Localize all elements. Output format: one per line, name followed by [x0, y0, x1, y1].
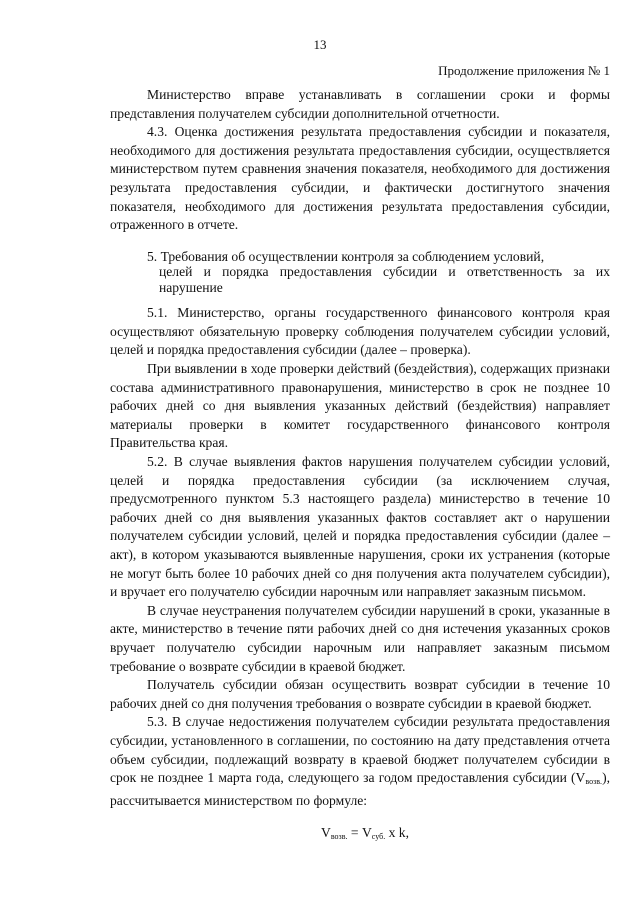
section-5-title — [110, 249, 610, 296]
paragraph: В случае неустранения получателем субсидии нарушений в сроки, указанные в акте, министерство в течение пяти рабочих дней со дня истечения указанных сроков вручает получателю субсидии нарочным или направляет заказным письмом требование о возврате субсидии в краевой бюджет. — [110, 602, 610, 674]
formula-subscript: возв. — [330, 832, 348, 842]
paragraph-5-2: 5.2. В случае выявления фактов нарушения получателем субсидии условий, целей и порядка предоставления субсидии (за исключением случая, предусмотренного пунктом 5.3 настоящего раздела) министерство в течение 10 рабочих дней со дня выявления указанных фактов составляет акт о нарушении получателем субсидии условий, целей и порядка предоставления субсидии (далее – акт), в котором указываются выявленные нарушения, сроки их устранения (которые не могут быть более 10 рабочих дней со дня получения акта получателем субсидии), и вручает его получателю субсидии нарочным или направляет заказным письмом. — [110, 454, 610, 600]
section-title-line: 5. Требования об осуществлении контроля за соблюдением условий, — [147, 248, 545, 264]
formula-equals: = — [347, 825, 362, 841]
page-number: 13 — [313, 37, 327, 52]
paragraph-text: ), рассчитывается министерством по формуле: — [110, 770, 610, 808]
paragraph-text: 5.3. В случае недостижения получателем субсидии результата предоставления субсидии, установленного в соглашении, по состоянию на дату представления отчета объем субсидии, подлежащий возврату в краевой бюджет получателем субсидии в срок не позднее 1 марта года, следующего за годом предоставления субсидии (V — [110, 714, 610, 786]
document-body — [110, 86, 610, 847]
continuation-label: Продолжение приложения № 1 — [438, 63, 610, 78]
paragraph: Министерство вправе устанавливать в соглашении сроки и формы представления получателем субсидии дополнительной отчетности. — [110, 87, 610, 121]
formula-var: V — [320, 825, 331, 841]
paragraph: При выявлении в ходе проверки действий (бездействия), содержащих признаки состава административного правонарушения, министерство в срок не позднее 10 рабочих дней со дня выявления указанных действий (бездействия) направляет материалы проверки в комитет государственного финансового контроля Правительства края. — [110, 361, 610, 451]
formula — [110, 824, 610, 847]
formula-rest: x k, — [385, 825, 409, 841]
formula-var: V — [361, 825, 372, 841]
paragraph: Получатель субсидии обязан осуществить возврат субсидии в течение 10 рабочих дней со дня получения требования о возврате субсидии в краевой бюджет. — [110, 677, 610, 711]
section-title-continuation: целей и порядка предоставления субсидии и ответственность за их нарушение — [159, 264, 610, 295]
paragraph-5-1: 5.1. Министерство, органы государственного финансового контроля края осуществляют обязательную проверку соблюдения получателем субсидии условий, целей и порядка предоставления субсидии (далее – проверка). — [110, 305, 610, 358]
subscript: возв. — [585, 777, 603, 787]
paragraph-4-3: 4.3. Оценка достижения результата предоставления субсидии и показателя, необходимого для достижения результата предоставления субсидии, осуществляется министерством путем сравнения значения показателя, необходимого для достижения результата предоставления субсидии, и фактически достигнутого значения показателя, необходимого для достижения результата предоставления субсидии, отраженного в отчете. — [110, 124, 610, 233]
formula-subscript: суб. — [371, 832, 386, 842]
paragraph-5-3 — [110, 713, 610, 810]
